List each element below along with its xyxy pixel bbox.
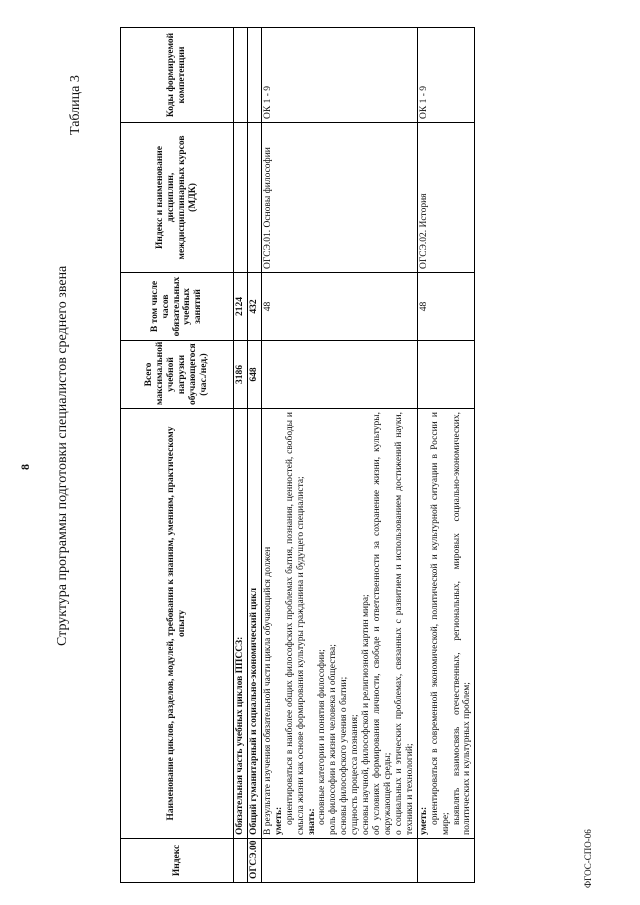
history-hours: 48 xyxy=(417,273,475,341)
mandatory-hours: 2124 xyxy=(234,273,248,341)
header-mandatory-hours: В том числе часов обязательных учебных занятий xyxy=(121,273,234,341)
cycle-codes-cell xyxy=(247,28,261,123)
philosophy-max-cell xyxy=(261,341,417,409)
philosophy-znat-item: основы научной, философской и религиозной картин мира; xyxy=(361,594,372,835)
page-title: Структура программы подготовки специалистов среднего звена xyxy=(55,265,70,646)
history-codes: ОК 1 - 9 xyxy=(417,28,475,123)
history-index-cell xyxy=(417,839,475,883)
mandatory-part-name: Обязательная часть учебных циклов ППССЗ: xyxy=(234,409,248,839)
cycle-max-load: 648 xyxy=(247,341,261,409)
philosophy-znat-item: основы философского учения о бытии; xyxy=(339,676,350,835)
structure-table xyxy=(120,27,475,883)
header-discipline-index: Индекс и наименование дисциплин, междисциплинарных курсов (МДК) xyxy=(121,123,234,273)
philosophy-znat-item: роль философии в жизни человека и общества; xyxy=(328,644,339,835)
history-umet-label: уметь: xyxy=(418,806,429,835)
structure-table-container xyxy=(120,28,568,883)
cycle-discipline-cell xyxy=(247,123,261,273)
history-umet-item: ориентироваться в современной экономической, политической и культурной ситуации в России и мире; xyxy=(429,412,451,835)
mandatory-index-cell xyxy=(234,839,248,883)
cycle-row xyxy=(247,28,261,883)
philosophy-znat-item: основные категории и понятия философии; xyxy=(317,649,328,825)
header-competence-codes: Коды формируемой компетенции xyxy=(121,28,234,123)
cycle-hours: 432 xyxy=(247,273,261,341)
philosophy-znat-label: знать: xyxy=(306,808,317,835)
history-requirements xyxy=(417,409,475,839)
header-index: Индекс xyxy=(121,839,234,883)
header-max-load: Всего максимальной учебной нагрузки обучающегося (час./нед.) xyxy=(121,341,234,409)
cycle-name: Общий гуманитарный и социально-экономический цикл xyxy=(247,409,261,839)
mandatory-max-load: 3186 xyxy=(234,341,248,409)
philosophy-znat-item: сущность процесса познания; xyxy=(350,714,361,835)
mandatory-discipline-cell xyxy=(234,123,248,273)
history-discipline: ОГСЭ.02. История xyxy=(417,123,475,273)
footer-code: ФГОС-СПО-06 xyxy=(583,829,593,888)
table-label: Таблица 3 xyxy=(68,75,83,135)
philosophy-discipline: ОГСЭ.01. Основы философии xyxy=(261,123,417,273)
history-row xyxy=(417,28,475,883)
table-header-row xyxy=(121,28,234,883)
page-number: 8 xyxy=(18,464,32,470)
philosophy-umet-item: ориентироваться в наиболее общих философских проблемах бытия, познания, ценностей, свободы и смысла жизни как основе формирования культуры гражданина и будущего специалиста; xyxy=(284,412,306,835)
philosophy-znat-item: о социальных и этических проблемах, связанных с развитием и использованием достижений науки, техники и технологий; xyxy=(393,412,415,835)
philosophy-index-cell xyxy=(261,839,417,883)
cycle-index: ОГСЭ.00 xyxy=(247,839,261,883)
philosophy-hours: 48 xyxy=(261,273,417,341)
mandatory-codes-cell xyxy=(234,28,248,123)
philosophy-row xyxy=(261,28,417,883)
history-umet-item: выявлять взаимосвязь отечественных, региональных, мировых социально-экономических, политических и культурных проблем; xyxy=(451,412,473,835)
philosophy-intro: В результате изучения обязательной части цикла обучающийся должен xyxy=(262,546,273,835)
header-name: Наименование циклов, разделов, модулей, требования к знаниям, умениям, практическому опыту xyxy=(121,409,234,839)
mandatory-part-row xyxy=(234,28,248,883)
philosophy-umet-label: уметь: xyxy=(273,806,284,835)
philosophy-requirements xyxy=(261,409,417,839)
history-max-cell xyxy=(417,341,475,409)
philosophy-znat-item: об условиях формирования личности, свободе и ответственности за сохранение жизни, культуры, окружающей среды; xyxy=(372,412,393,835)
philosophy-codes: ОК 1 - 9 xyxy=(261,28,417,123)
